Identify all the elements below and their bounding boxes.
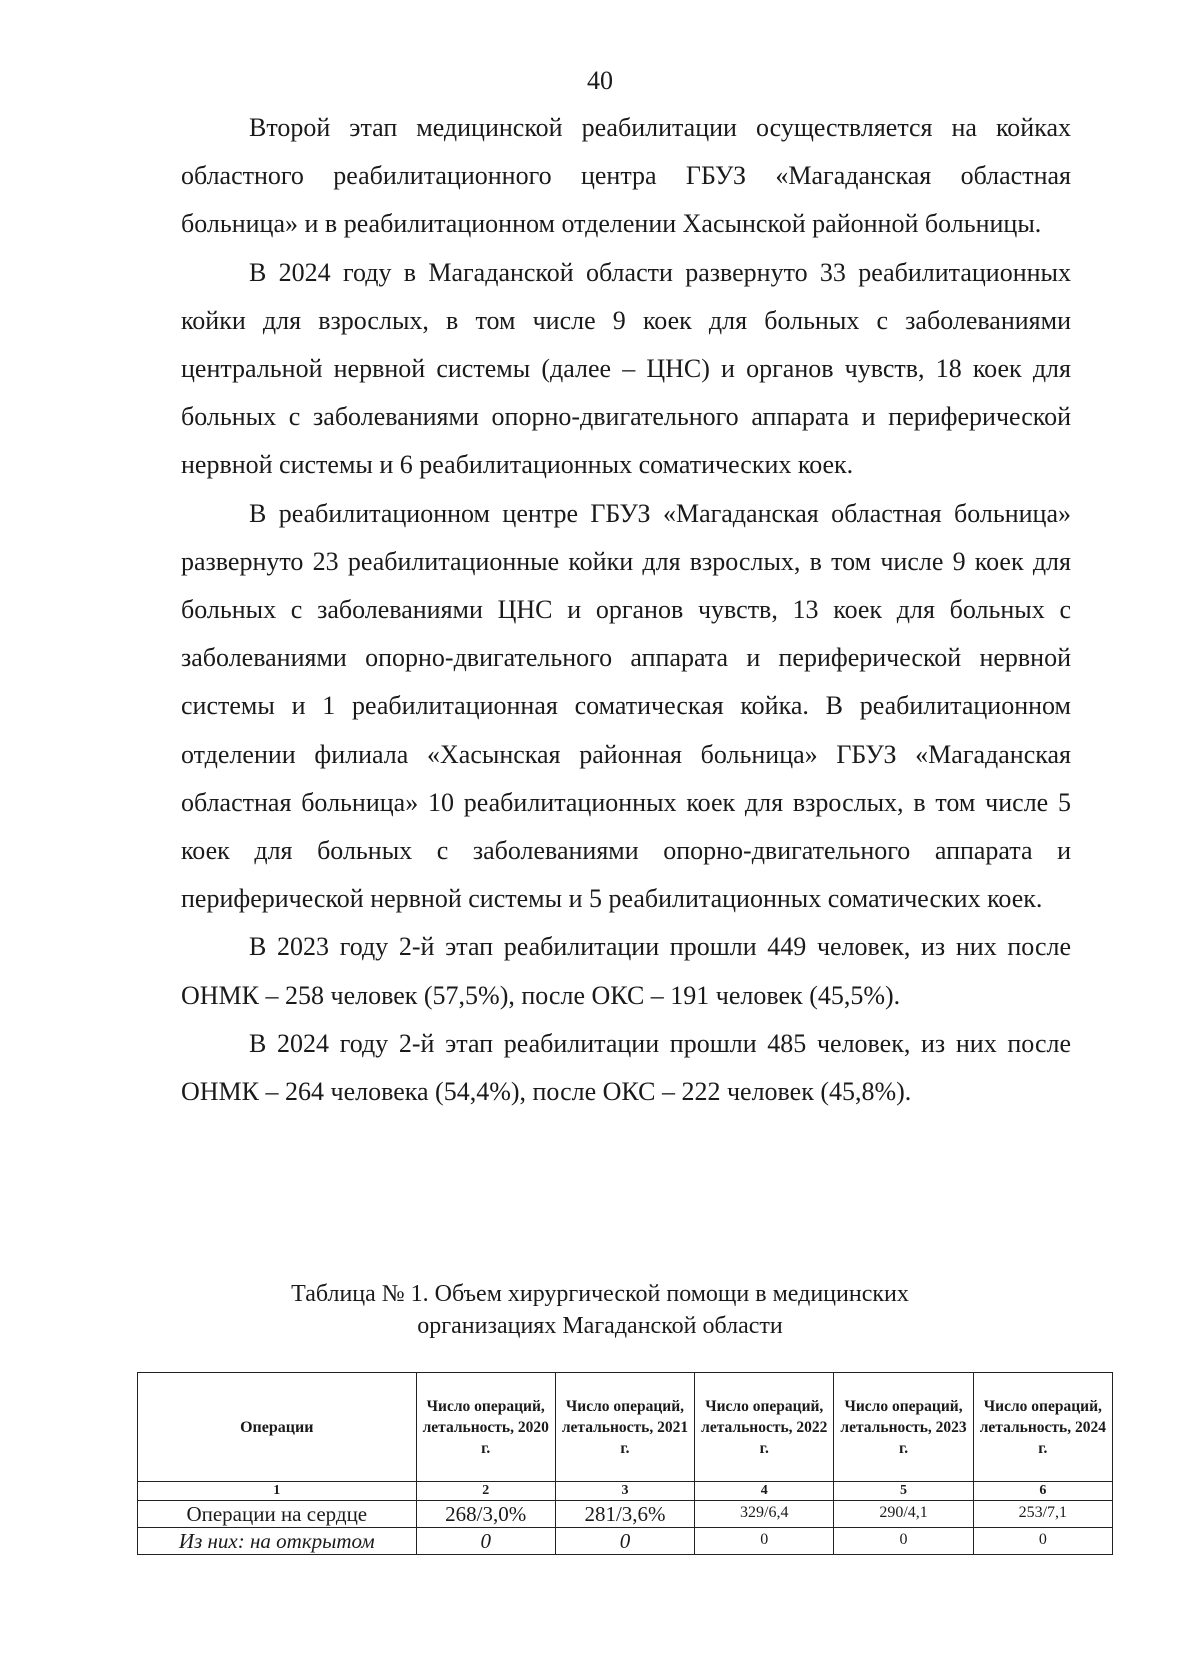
column-number: 6 [973, 1482, 1112, 1501]
paragraph-1: Второй этап медицинской реабилитации осуществляется на койках областного реабилитационного центра ГБУЗ «Магаданская областная больница» и в реабилитационном отделении Хасынской районной больницы. [181, 113, 1071, 239]
table-row [138, 1528, 1113, 1555]
table-caption [0, 1278, 1200, 1342]
paragraph-3: В реабилитационном центре ГБУЗ «Магаданская областная больница» развернуто 23 реабилитационные койки для взрослых, в том числе 9 коек для больных с заболеваниями ЦНС и органов чувств, 13 коек для больных с заболеваниями опорно-двигательного аппарата и периферической нервной системы и 1 реабилитационная соматическая койка. В реабилитационном отделении филиала «Хасынская районная больница» ГБУЗ «Магаданская областная больница» 10 реабилитационных коек для взрослых, в том числе 5 коек для больных с заболеваниями опорно-двигательного аппарата и периферической нервной системы и 5 реабилитационных соматических коек. [181, 498, 1071, 914]
row-label: Из них: на открытом [138, 1528, 417, 1555]
table-cell: 0 [695, 1528, 834, 1555]
table-cell: 0 [834, 1528, 973, 1555]
paragraph-2: В 2024 году в Магаданской области развернуто 33 реабилитационных койки для взрослых, в том числе 9 коек для больных с заболеваниями центральной нервной системы (далее – ЦНС) и органов чувств, 18 коек для больных с заболеваниями опорно-двигательного аппарата и периферической нервной системы и 6 реабилитационных соматических коек. [181, 257, 1071, 480]
column-number-row [138, 1482, 1113, 1501]
header-year-2024: Число операций, летальность, 2024 г. [973, 1373, 1112, 1482]
table-cell: 0 [973, 1528, 1112, 1555]
column-number: 4 [695, 1482, 834, 1501]
table-caption-line-1: Таблица № 1. Объем хирургической помощи в медицинских [291, 1281, 909, 1307]
table-cell: 281/3,6% [555, 1501, 694, 1528]
table-cell: 0 [416, 1528, 555, 1555]
column-number: 3 [555, 1482, 694, 1501]
table-cell: 268/3,0% [416, 1501, 555, 1528]
header-year-2023: Число операций, летальность, 2023 г. [834, 1373, 973, 1482]
table-cell: 253/7,1 [973, 1501, 1112, 1528]
table-cell: 290/4,1 [834, 1501, 973, 1528]
table-cell: 329/6,4 [695, 1501, 834, 1528]
table-cell: 0 [555, 1528, 694, 1555]
surgery-table [137, 1372, 1113, 1555]
header-year-2022: Число операций, летальность, 2022 г. [695, 1373, 834, 1482]
header-year-2021: Число операций, летальность, 2021 г. [555, 1373, 694, 1482]
table-header-row [138, 1373, 1113, 1482]
table-row [138, 1501, 1113, 1528]
header-operations: Операции [138, 1373, 417, 1482]
paragraph-5: В 2024 году 2-й этап реабилитации прошли 485 человек, из них после ОНМК – 264 человека (54,4%), после ОКС – 222 человек (45,8%). [181, 1028, 1071, 1107]
column-number: 1 [138, 1482, 417, 1501]
row-label: Операции на сердце [138, 1501, 417, 1528]
column-number: 5 [834, 1482, 973, 1501]
column-number: 2 [416, 1482, 555, 1501]
paragraph-4: В 2023 году 2-й этап реабилитации прошли 449 человек, из них после ОНМК – 258 человек (57,5%), после ОКС – 191 человек (45,5%). [181, 932, 1071, 1010]
body-text [181, 104, 1071, 1116]
page-number: 40 [587, 66, 613, 95]
header-year-2020: Число операций, летальность, 2020 г. [416, 1373, 555, 1482]
table-caption-line-2: организациях Магаданской области [417, 1313, 783, 1339]
